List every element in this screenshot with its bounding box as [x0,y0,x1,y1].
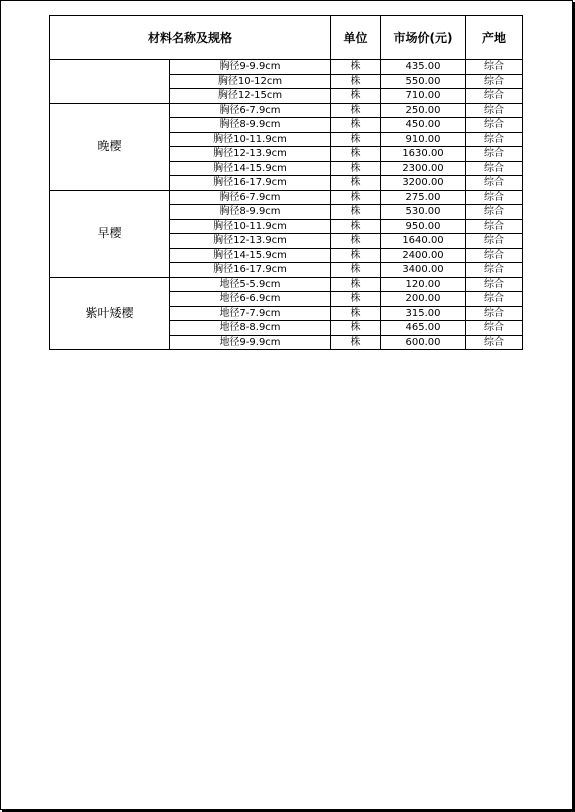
origin-cell: 综合 [466,219,523,234]
unit-cell: 株 [331,118,381,133]
origin-cell: 综合 [466,234,523,249]
unit-cell: 株 [331,335,381,350]
price-cell: 120.00 [381,277,466,292]
price-cell: 250.00 [381,103,466,118]
spec-cell: 胸径10-12cm [170,74,331,89]
spec-cell: 地径9-9.9cm [170,335,331,350]
unit-cell: 株 [331,103,381,118]
group-name: 早樱 [50,190,170,277]
unit-cell: 株 [331,132,381,147]
origin-cell: 综合 [466,74,523,89]
spec-cell: 胸径12-13.9cm [170,147,331,162]
origin-cell: 综合 [466,263,523,278]
origin-cell: 综合 [466,60,523,75]
unit-cell: 株 [331,60,381,75]
unit-cell: 株 [331,234,381,249]
origin-cell: 综合 [466,292,523,307]
group-name: 晚樱 [50,103,170,190]
price-cell: 3400.00 [381,263,466,278]
price-cell: 600.00 [381,335,466,350]
origin-cell: 综合 [466,161,523,176]
group-name: 紫叶矮樱 [50,277,170,350]
spec-cell: 地径8-8.9cm [170,321,331,336]
price-cell: 1630.00 [381,147,466,162]
price-table [49,15,523,350]
origin-cell: 综合 [466,118,523,133]
price-cell: 950.00 [381,219,466,234]
spec-cell: 胸径6-7.9cm [170,190,331,205]
unit-cell: 株 [331,176,381,191]
unit-cell: 株 [331,74,381,89]
spec-cell: 胸径8-9.9cm [170,205,331,220]
table-row [50,190,523,205]
origin-cell: 综合 [466,103,523,118]
header-price: 市场价(元) [381,16,466,60]
price-cell: 200.00 [381,292,466,307]
price-cell: 550.00 [381,74,466,89]
price-cell: 450.00 [381,118,466,133]
header-origin: 产地 [466,16,523,60]
price-cell: 3200.00 [381,176,466,191]
price-cell: 435.00 [381,60,466,75]
spec-cell: 胸径9-9.9cm [170,60,331,75]
spec-cell: 胸径12-13.9cm [170,234,331,249]
price-cell: 275.00 [381,190,466,205]
origin-cell: 综合 [466,176,523,191]
spec-cell: 胸径16-17.9cm [170,176,331,191]
table-row [50,60,523,75]
origin-cell: 综合 [466,277,523,292]
origin-cell: 综合 [466,132,523,147]
origin-cell: 综合 [466,306,523,321]
group-name [50,60,170,104]
unit-cell: 株 [331,89,381,104]
table-body [50,60,523,350]
spec-cell: 胸径10-11.9cm [170,219,331,234]
spec-cell: 胸径6-7.9cm [170,103,331,118]
unit-cell: 株 [331,277,381,292]
header-name-spec: 材料名称及规格 [50,16,331,60]
price-cell: 465.00 [381,321,466,336]
unit-cell: 株 [331,306,381,321]
price-cell: 530.00 [381,205,466,220]
unit-cell: 株 [331,205,381,220]
price-cell: 1640.00 [381,234,466,249]
price-cell: 2300.00 [381,161,466,176]
spec-cell: 地径5-5.9cm [170,277,331,292]
origin-cell: 综合 [466,205,523,220]
unit-cell: 株 [331,321,381,336]
spec-cell: 胸径10-11.9cm [170,132,331,147]
origin-cell: 综合 [466,190,523,205]
spec-cell: 地径6-6.9cm [170,292,331,307]
spec-cell: 胸径12-15cm [170,89,331,104]
price-cell: 710.00 [381,89,466,104]
price-cell: 315.00 [381,306,466,321]
header-unit: 单位 [331,16,381,60]
unit-cell: 株 [331,147,381,162]
origin-cell: 综合 [466,147,523,162]
spec-cell: 胸径14-15.9cm [170,248,331,263]
price-cell: 2400.00 [381,248,466,263]
unit-cell: 株 [331,248,381,263]
origin-cell: 综合 [466,321,523,336]
price-cell: 910.00 [381,132,466,147]
spec-cell: 胸径14-15.9cm [170,161,331,176]
unit-cell: 株 [331,263,381,278]
unit-cell: 株 [331,292,381,307]
unit-cell: 株 [331,190,381,205]
table-row [50,277,523,292]
header-row [50,16,523,60]
spec-cell: 地径7-7.9cm [170,306,331,321]
origin-cell: 综合 [466,248,523,263]
unit-cell: 株 [331,219,381,234]
spec-cell: 胸径8-9.9cm [170,118,331,133]
origin-cell: 综合 [466,335,523,350]
spec-cell: 胸径16-17.9cm [170,263,331,278]
table-row [50,103,523,118]
unit-cell: 株 [331,161,381,176]
origin-cell: 综合 [466,89,523,104]
